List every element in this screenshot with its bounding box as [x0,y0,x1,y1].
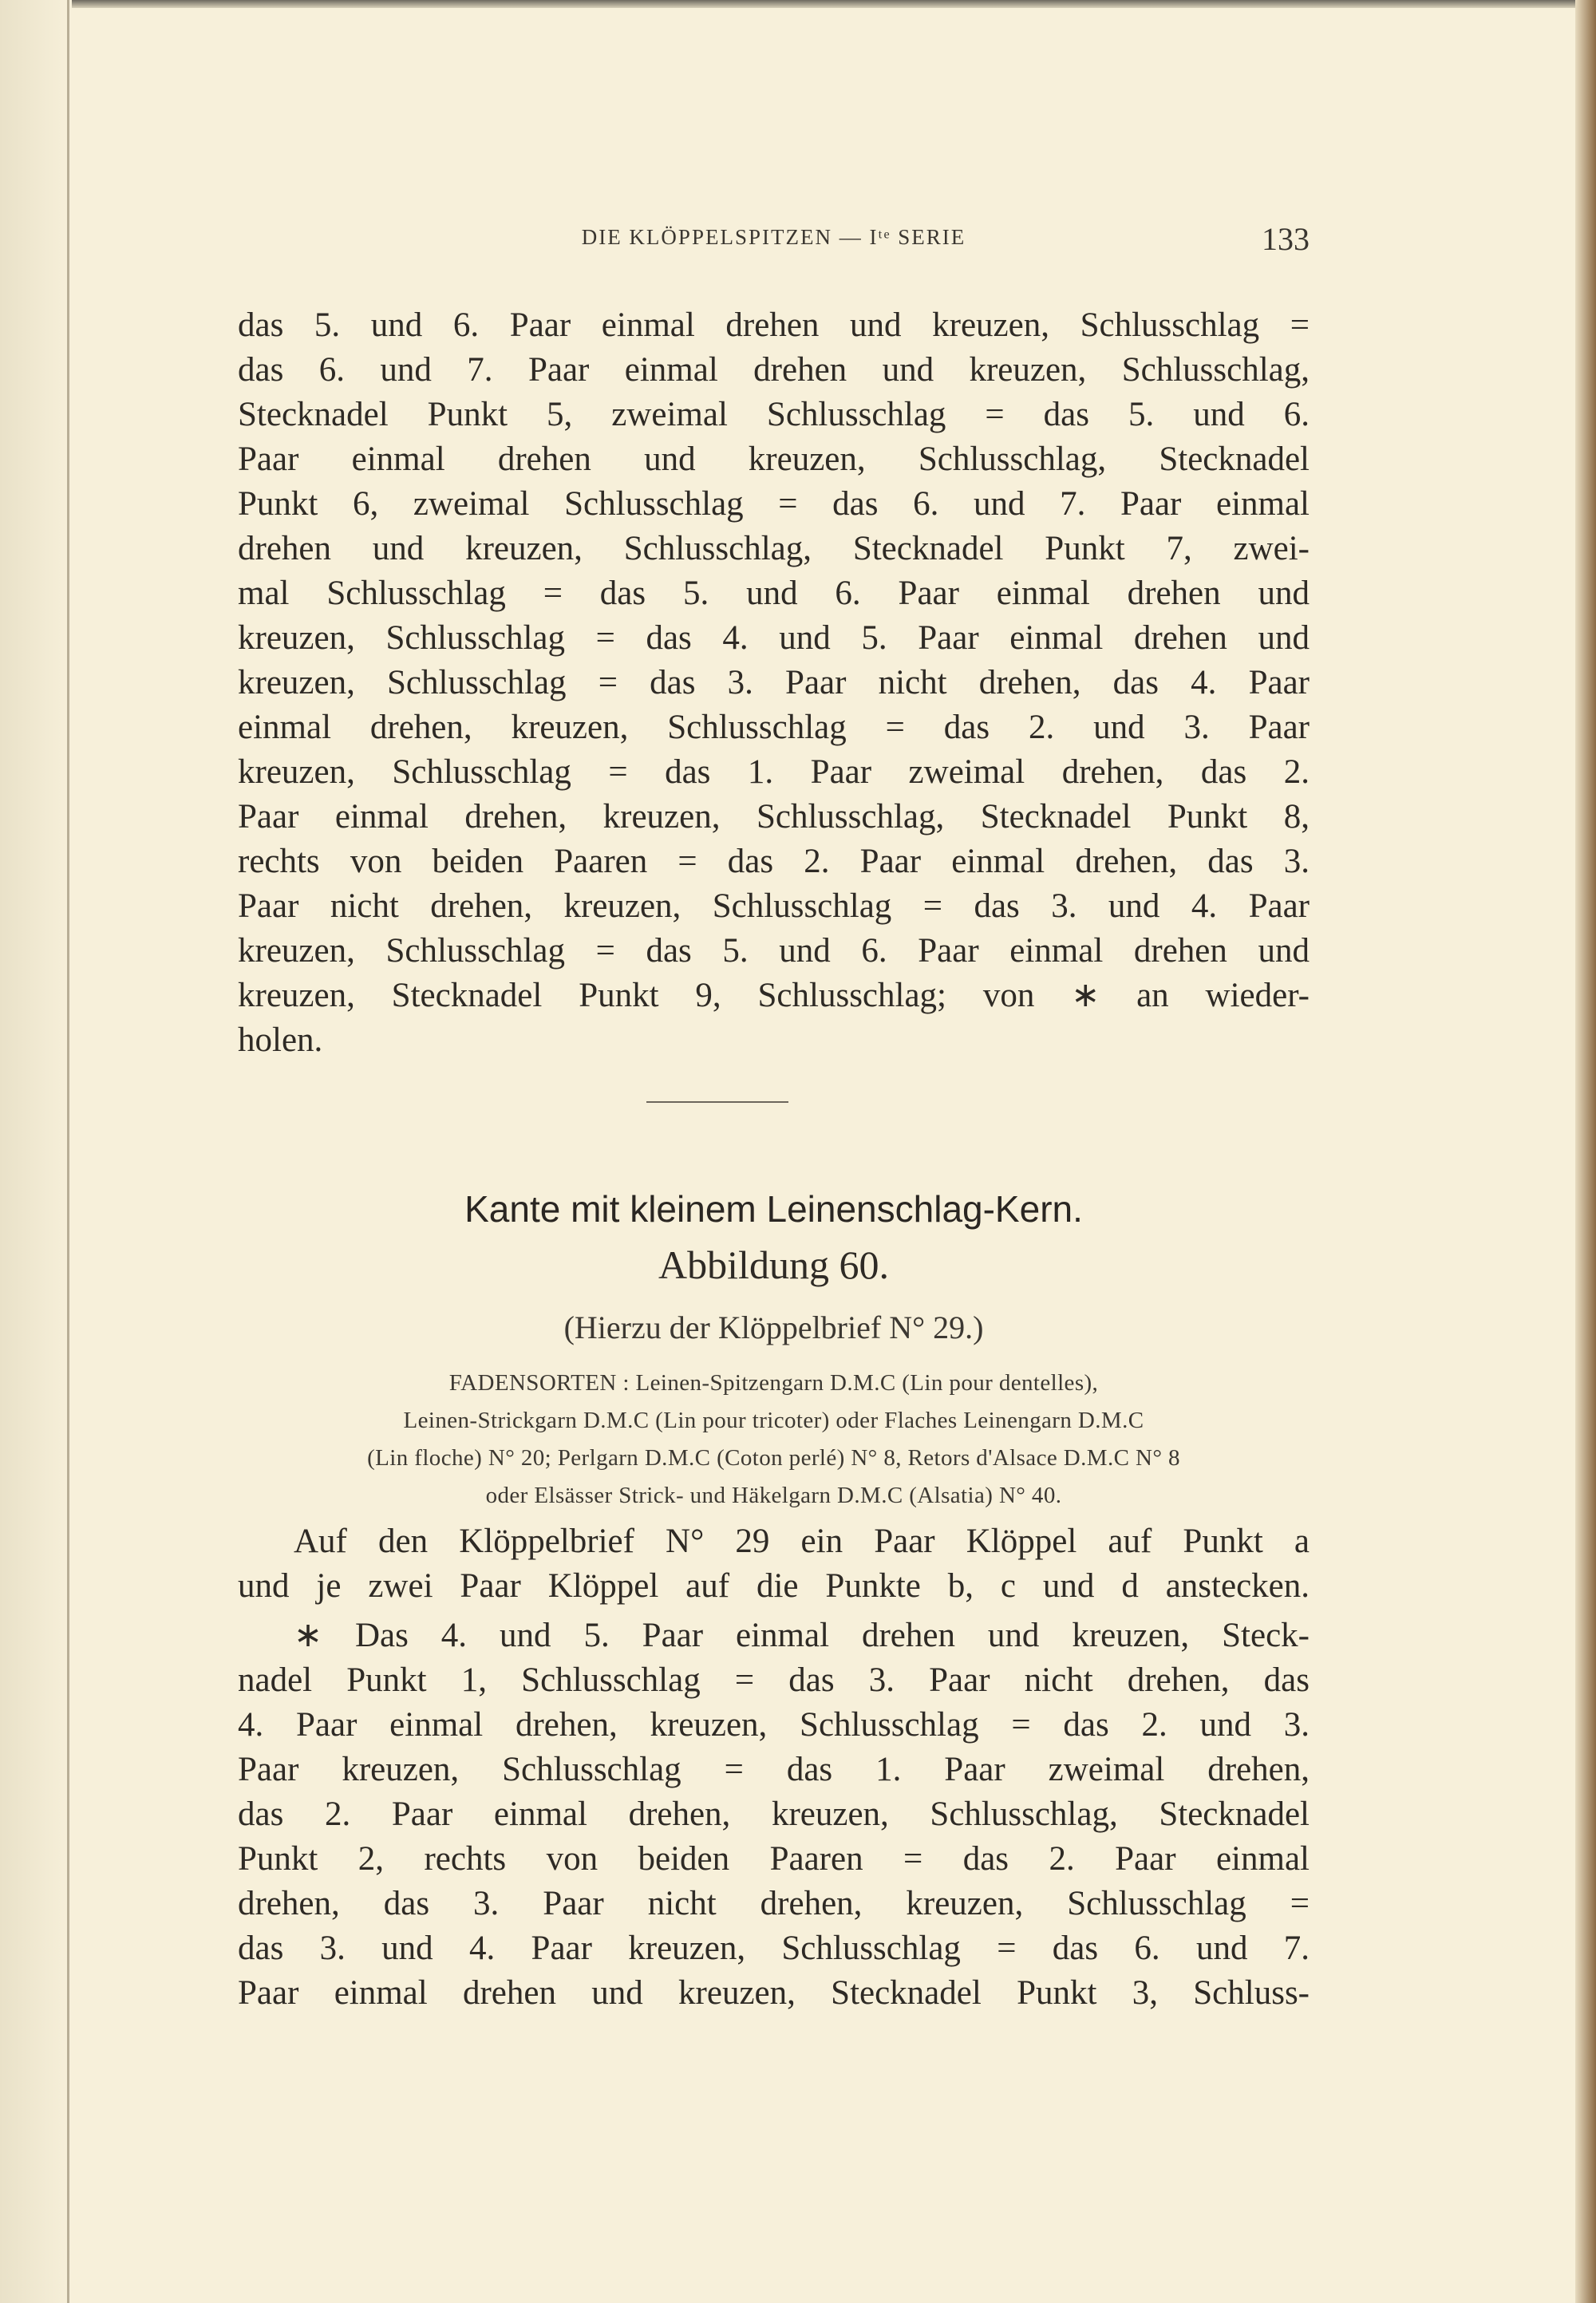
text-line: kreuzen, Schlusschlag = das 3. Paar nicht drehen, das 4. Paar [238,664,1310,701]
text-line: rechts von beiden Paaren = das 2. Paar einmal drehen, das 3. [238,843,1310,880]
text-line: Paar einmal drehen, kreuzen, Schlusschlag, Stecknadel Punkt 8, [238,798,1310,835]
text-line: das 3. und 4. Paar kreuzen, Schlusschlag = das 6. und 7. [238,1930,1310,1967]
text-line: und je zwei Paar Klöppel auf die Punkte b, c und d anstecken. [238,1567,1310,1605]
text-line: Stecknadel Punkt 5, zweimal Schlusschlag = das 5. und 6. [238,396,1310,433]
text-line: Leinen-Strickgarn D.M.C (Lin pour tricoter) oder Flaches Leinengarn D.M.C [403,1408,1144,1433]
text-line: 4. Paar einmal drehen, kreuzen, Schlusschlag = das 2. und 3. [238,1706,1310,1744]
text-line: Paar einmal drehen und kreuzen, Schlusschlag, Stecknadel [238,440,1310,478]
text-line: kreuzen, Schlusschlag = das 1. Paar zweimal drehen, das 2. [238,753,1310,791]
text-line: Punkt 6, zweimal Schlusschlag = das 6. und 7. Paar einmal [238,485,1310,523]
section-divider [646,1101,788,1103]
section-title: Kante mit kleinem Leinenschlag-Kern. [464,1188,1083,1230]
instructions-paragraph [238,1614,1310,2016]
figure-label: Abbildung 60. [658,1242,889,1287]
thread-types [238,1365,1310,1515]
page-gutter [0,0,72,2303]
text-line: (Lin floche) N° 20; Perlgarn D.M.C (Coton perlé) N° 8, Retors d'Alsace D.M.C N° 8 [367,1445,1180,1471]
text-line: nadel Punkt 1, Schlusschlag = das 3. Paar nicht drehen, das [238,1661,1310,1699]
text-line: Paar nicht drehen, kreuzen, Schlusschlag = das 3. und 4. Paar [238,887,1310,925]
intro-paragraph [238,1519,1310,1609]
text-line: das 2. Paar einmal drehen, kreuzen, Schlusschlag, Stecknadel [238,1795,1310,1833]
text-line: kreuzen, Schlusschlag = das 5. und 6. Paar einmal drehen und [238,932,1310,970]
text-line: oder Elsässer Strick- und Häkelgarn D.M.C (Alsatia) N° 40. [485,1483,1062,1508]
continued-paragraph [238,303,1310,1063]
text-line: Punkt 2, rechts von beiden Paaren = das 2. Paar einmal [238,1840,1310,1878]
text-line: kreuzen, Stecknadel Punkt 9, Schlusschlag; von ∗ an wieder- [238,977,1310,1014]
text-line: das 5. und 6. Paar einmal drehen und kreuzen, Schlusschlag = [238,306,1310,344]
page-top-edge [0,0,1596,8]
text-line: FADENSORTEN : Leinen-Spitzengarn D.M.C (Lin pour dentelles), [448,1370,1099,1396]
page-number: 133 [1262,221,1310,257]
text-line: mal Schlusschlag = das 5. und 6. Paar einmal drehen und [238,575,1310,612]
gutter-line [67,0,69,2303]
text-line: einmal drehen, kreuzen, Schlusschlag = das 2. und 3. Paar [238,709,1310,746]
running-head [238,221,1310,265]
pattern-reference: (Hierzu der Klöppelbrief N° 29.) [563,1310,984,1345]
text-line: drehen, das 3. Paar nicht drehen, kreuzen, Schlusschlag = [238,1885,1310,1922]
page-right-edge [1575,0,1596,2303]
text-line: das 6. und 7. Paar einmal drehen und kreuzen, Schlusschlag, [238,351,1310,389]
text-line: ∗ Das 4. und 5. Paar einmal drehen und kreuzen, Steck- [294,1617,1310,1654]
running-head-title: DIE KLÖPPELSPITZEN — Iᵗᵉ SERIE [581,225,966,249]
text-line: Auf den Klöppelbrief N° 29 ein Paar Klöppel auf Punkt a [294,1523,1310,1560]
text-line: Paar einmal drehen und kreuzen, Stecknadel Punkt 3, Schluss- [238,1974,1310,2012]
text-line: kreuzen, Schlusschlag = das 4. und 5. Paar einmal drehen und [238,619,1310,657]
text-line: Paar kreuzen, Schlusschlag = das 1. Paar zweimal drehen, [238,1751,1310,1788]
text-line: drehen und kreuzen, Schlusschlag, Stecknadel Punkt 7, zwei- [238,530,1310,567]
text-line: holen. [238,1021,323,1059]
